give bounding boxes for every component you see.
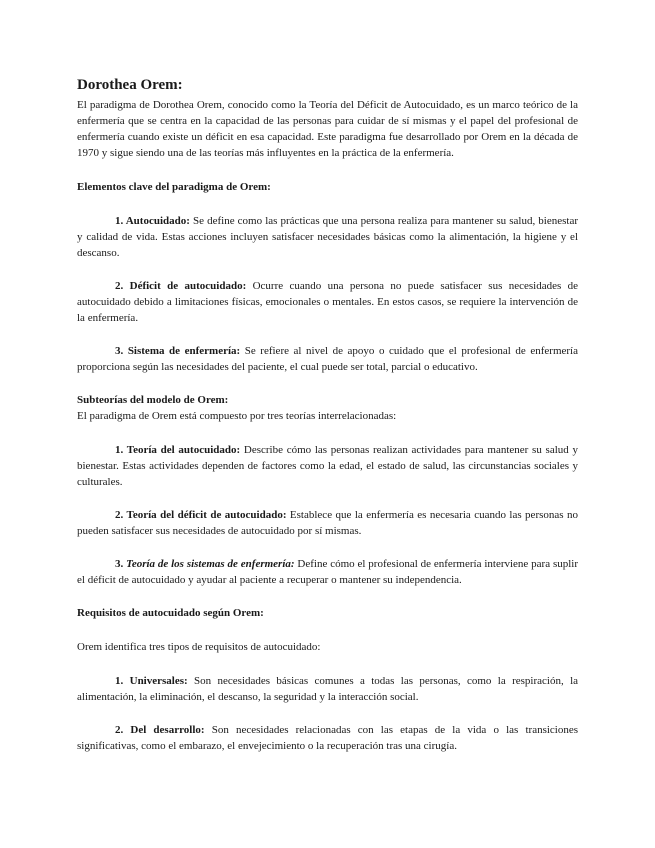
- requisitos-item-1: 1. Universales: Son necesidades básicas comunes a todas las personas, como la respiración, la alimentación, la eliminación, el descanso, la seguridad y la interacción social.: [77, 675, 579, 703]
- subteorias-item-3: 3. Teoría de los sistemas de enfermería: Define cómo el profesional de enfermería interviene para suplir el déficit de autocuidado y ayudar al paciente a recuperar o mantener su independencia.: [77, 558, 578, 586]
- document-title: Dorothea Orem:: [77, 77, 183, 93]
- elementos-item-1: 1. Autocuidado: Se define como las prácticas que una persona realiza para mantener su salud, bienestar y calidad de vida. Estas acciones incluyen satisfacer necesidades básicas como la alimentación, la higiene y el descanso.: [77, 215, 578, 259]
- subteorias-item-2: 2. Teoría del déficit de autocuidado: Establece que la enfermería es necesaria cuando las personas no pueden satisfacer sus necesidades de autocuidado por sí mismas.: [77, 509, 578, 537]
- elementos-item-2: 2. Déficit de autocuidado: Ocurre cuando una persona no puede satisfacer sus necesidades de autocuidado debido a limitaciones físicas, emocionales o mentales. En estos casos, se requiere la intervención de la enfermería.: [77, 280, 578, 324]
- subteorias-heading: Subteorías del modelo de Orem:: [77, 394, 229, 406]
- elementos-heading: Elementos clave del paradigma de Orem:: [77, 181, 271, 193]
- elementos-item-3: 3. Sistema de enfermería: Se refiere al nivel de apoyo o cuidado que el profesional de enfermería proporciona según las necesidades del paciente, el cual puede ser total, parcial o educativo.: [77, 345, 578, 373]
- requisitos-item-2: 2. Del desarrollo: Son necesidades relacionadas con las etapas de la vida o las transiciones significativas, como el embarazo, el envejecimiento o la recuperación tras una cirugía.: [77, 724, 579, 752]
- subteorias-item-1: 1. Teoría del autocuidado: Describe cómo las personas realizan actividades para mantener su salud y bienestar. Estas actividades dependen de factores como la edad, el estado de salud, las circunstancias sociales y culturales.: [77, 444, 578, 488]
- requisitos-heading: Requisitos de autocuidado según Orem:: [77, 607, 264, 619]
- subteorias-intro: El paradigma de Orem está compuesto por tres teorías interrelacionadas:: [77, 410, 397, 422]
- requisitos-intro: Orem identifica tres tipos de requisitos de autocuidado:: [77, 641, 321, 653]
- intro-paragraph: El paradigma de Dorothea Orem, conocido como la Teoría del Déficit de Autocuidado, es un marco teórico de la enfermería que se centra en la capacidad de las personas para cuidar de sí mismas y el papel del profesional de enfermería cuando existe un déficit en esa capacidad. Este paradigma fue desarrollado por Orem en la década de 1970 y sigue siendo una de las teorías más influyentes en la práctica de la enfermería.: [77, 99, 578, 159]
